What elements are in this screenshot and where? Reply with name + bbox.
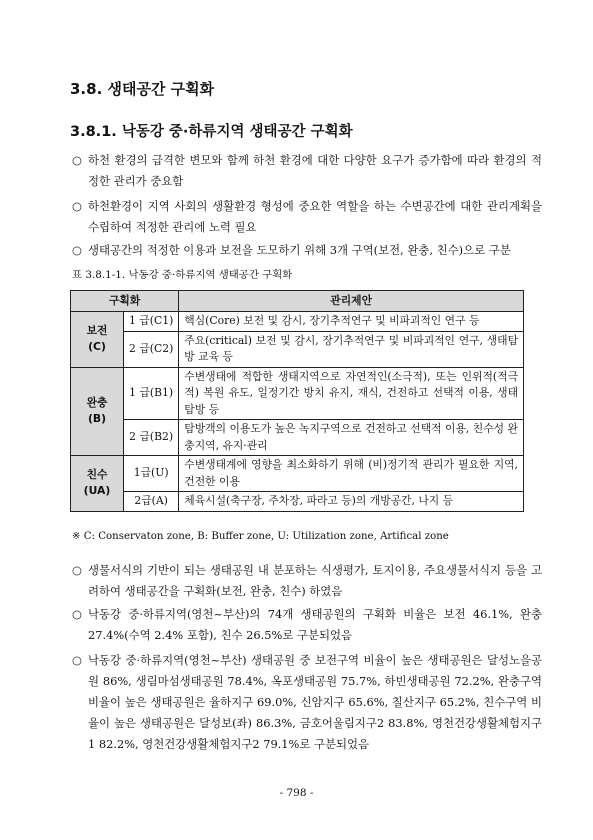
zone-code: (C): [88, 340, 106, 354]
desc-cell: 수변생태에 적합한 생태지역으로 자연적인(소극적), 또는 인위적(적극적) 복원 유도, 일정기간 방치 유지, 재식, 건전하고 선택적 이용, 생태탐방 등: [179, 367, 524, 420]
intro-bullet-3: [72, 240, 542, 261]
bullet-marker: ○: [72, 153, 82, 167]
result-bullet-2: [72, 604, 542, 646]
zoning-table: [70, 290, 524, 512]
section-title: 3.8. 생태공간 구획화: [70, 80, 215, 98]
grade-cell: 1 급(C1): [124, 312, 179, 332]
table-note: ※ C: Conservaton zone, B: Buffer zone, U: Utilization zone, Artifical zone: [72, 531, 449, 542]
zone-code: (B): [87, 412, 107, 426]
table-row: [71, 331, 524, 367]
bullet-marker: ○: [72, 563, 82, 577]
intro-bullet-1: [72, 150, 542, 192]
bullet-marker: ○: [72, 199, 82, 213]
zone-cell-conservation: [71, 312, 124, 368]
zone-cell-buffer: [71, 367, 124, 456]
bullet-marker: ○: [72, 607, 82, 621]
zone-name: 보전: [86, 323, 108, 337]
result-bullet-3: [72, 650, 542, 755]
bullet-text: 생태공간의 적정한 이용과 보전을 도모하기 위해 3개 구역(보전, 완충, 친수)으로 구분: [88, 243, 511, 257]
grade-cell: 2 급(C2): [124, 331, 179, 367]
table-row: [71, 367, 524, 420]
bullet-text: 낙동강 중·하류지역(영천~부산) 생태공원 중 보전구역 비율이 높은 생태공원은 달성노을공원 86%, 생림마섬생태공원 78.4%, 옥포생태공원 75.7%, 하빈생태공원 72.2%, 완충구역 비율이 높은 생태공원은 율하지구 69.0%, 신암지구 65.6%, 칠산지구 65.2%, 친수구역 비율이 높은 생태공원은 달성보(좌) 86.3%, 금호어울림지구2 83.8%, 영천건강생활체험지구1 82.2%, 영천건강생활체험지구2 79.1%로 구분되었음: [88, 653, 542, 751]
zone-name: 완충: [86, 395, 108, 409]
table-row: [71, 456, 524, 492]
desc-cell: 수변생태계에 영향을 최소화하기 위해 (비)정기적 관리가 필요한 지역, 건전한 이용: [179, 456, 524, 492]
intro-bullet-2: [72, 196, 542, 238]
table-row: [71, 420, 524, 456]
result-bullet-1: [72, 560, 542, 602]
table-header-row: [71, 291, 524, 312]
bullet-marker: ○: [72, 243, 82, 257]
bullet-text: 하천환경이 지역 사회의 생활환경 형성에 중요한 역할을 하는 수변공간에 대한 관리계획을 수립하여 적정한 관리에 노력 필요: [88, 199, 542, 234]
table-row: [71, 492, 524, 512]
desc-cell: 핵심(Core) 보전 및 감시, 장기추적연구 및 비파괴적인 연구 등: [179, 312, 524, 332]
bullet-text: 생물서식의 기반이 되는 생태공원 내 분포하는 식생평가, 토지이용, 주요생물서식지 등을 고려하여 생태공간을 구획화(보전, 완충, 친수) 하였음: [88, 563, 542, 598]
grade-cell: 2급(A): [124, 492, 179, 512]
subsection-title: 3.8.1. 낙동강 중·하류지역 생태공간 구획화: [70, 124, 353, 140]
page-number: - 798 -: [279, 787, 314, 799]
bullet-text: 하천 환경의 급격한 변모와 함께 하천 환경에 대한 다양한 요구가 증가함에 따라 환경의 적정한 관리가 중요함: [88, 153, 542, 188]
zone-name: 친수: [86, 467, 108, 481]
desc-cell: 탐방객의 이용도가 높은 녹지구역으로 건전하고 선택적 이용, 친수성 완충지역, 유지·관리: [179, 420, 524, 456]
grade-cell: 1급(U): [124, 456, 179, 492]
table-row: [71, 312, 524, 332]
bullet-marker: ○: [72, 653, 82, 667]
grade-cell: 1 급(B1): [124, 367, 179, 420]
desc-cell: 주요(critical) 보전 및 감시, 장기추적연구 및 비파괴적인 연구, 생태탐방 교육 등: [179, 331, 524, 367]
zone-code: (UA): [83, 484, 111, 498]
header-management: 관리제안: [179, 291, 524, 312]
bullet-text: 낙동강 중·하류지역(영천~부산)의 74개 생태공원의 구획화 비율은 보전 46.1%, 완충 27.4%(수역 2.4% 포함), 친수 26.5%로 구분되었음: [88, 607, 542, 642]
desc-cell: 체육시설(축구장, 주차장, 파라고 등)의 개방공간, 나지 등: [179, 492, 524, 512]
header-zoning: 구획화: [71, 291, 179, 312]
grade-cell: 2 급(B2): [124, 420, 179, 456]
zone-cell-utilization: [71, 456, 124, 512]
table-caption: 표 3.8.1-1. 낙동강 중·하류지역 생태공간 구획화: [72, 269, 293, 281]
